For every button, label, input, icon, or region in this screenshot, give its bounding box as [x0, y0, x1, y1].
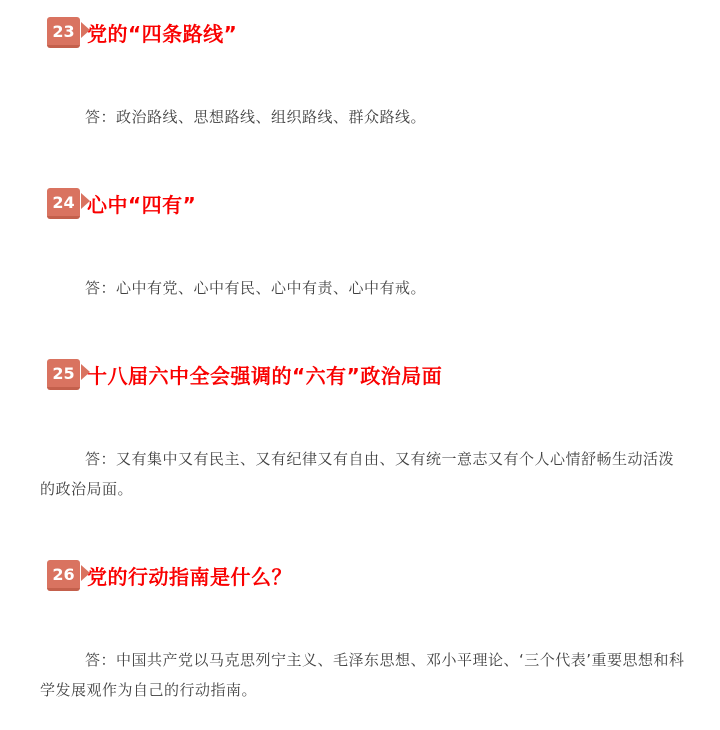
- question-number: 26: [52, 564, 75, 584]
- qa-item: [40, 17, 685, 132]
- qa-item: [40, 359, 685, 504]
- question-header: [40, 359, 685, 390]
- question-number-badge: [47, 359, 80, 390]
- question-header: [40, 17, 685, 48]
- question-number-badge: [47, 188, 80, 219]
- question-number: 25: [52, 363, 75, 383]
- question-title: 党的行动指南是什么？: [87, 565, 292, 589]
- answer-text: 答：政治路线、思想路线、组织路线、群众路线。: [85, 108, 427, 126]
- question-number: 23: [52, 21, 75, 41]
- question-title: 心中“四有”: [87, 193, 197, 217]
- question-title: 党的“四条路线”: [87, 22, 238, 46]
- answer-text: 答：中国共产党以马克思列宁主义、毛泽东思想、邓小平理论、‘三个代表’重要思想和科学发展观作为自己的行动指南。: [40, 651, 685, 699]
- question-number-badge: [47, 17, 80, 48]
- answer-text: 答：又有集中又有民主、又有纪律又有自由、又有统一意志又有个人心情舒畅生动活泼的政治局面。: [40, 450, 675, 498]
- question-header: [40, 560, 685, 591]
- answer-text: 答：心中有党、心中有民、心中有责、心中有戒。: [85, 279, 427, 297]
- question-title: 十八届六中全会强调的“六有”政治局面: [87, 364, 443, 388]
- question-header: [40, 188, 685, 219]
- question-number: 24: [52, 192, 75, 212]
- qa-item: [40, 560, 685, 705]
- question-number-badge: [47, 560, 80, 591]
- qa-item: [40, 188, 685, 303]
